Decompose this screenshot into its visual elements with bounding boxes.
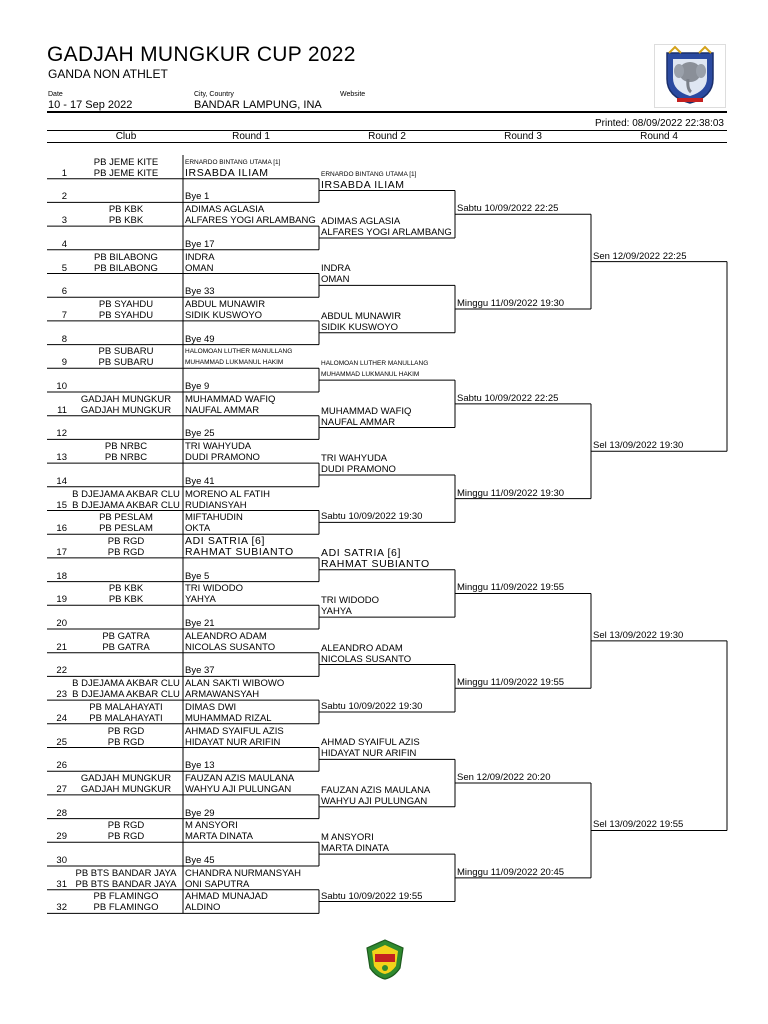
round2-player: ALFARES YOGI ARLAMBANG xyxy=(321,226,452,238)
round2-player: ADIMAS AGLASIA xyxy=(321,215,401,227)
round1-player: Bye 1 xyxy=(185,191,210,203)
round4-match-schedule: Sen 12/09/2022 22:25 xyxy=(593,250,687,262)
club-name: PB NRBC xyxy=(104,452,148,464)
draw-position-number: 3 xyxy=(61,215,67,227)
round1-player: MUHAMMAD LUKMANUL HAKIM xyxy=(185,359,284,367)
draw-position-number: 17 xyxy=(56,546,67,558)
club-name: PB FLAMINGO xyxy=(93,902,159,914)
round1-player: AHMAD MUNAJAD xyxy=(185,891,268,903)
club-name: PB RGD xyxy=(107,831,145,843)
club-name: PB RGD xyxy=(107,736,145,748)
round1-player: Bye 9 xyxy=(185,381,210,392)
round2-player: HIDAYAT NUR ARIFIN xyxy=(321,748,417,760)
page-title: GADJAH MUNGKUR CUP 2022 xyxy=(47,43,356,66)
draw-position-number: 2 xyxy=(61,191,67,203)
column-header-round-2: Round 2 xyxy=(368,131,406,142)
round1-player: OMAN xyxy=(185,262,214,274)
round1-player: Bye 41 xyxy=(185,475,215,487)
club-name: PB BILABONG xyxy=(94,262,158,274)
club-name: PB SYAHDU xyxy=(98,298,154,310)
round2-player: FAUZAN AZIS MAULANA xyxy=(321,784,431,796)
draw-position-number: 25 xyxy=(56,736,67,748)
club-name: PB BTS BANDAR JAYA xyxy=(75,867,177,879)
round1-player: ERNARDO BINTANG UTAMA [1] xyxy=(185,158,281,166)
club-name: PB BTS BANDAR JAYA xyxy=(75,878,177,890)
printed-timestamp: Printed: 08/09/2022 22:38:03 xyxy=(595,118,724,129)
round1-player: ADI SATRIA [6] xyxy=(185,535,265,547)
draw-position-number: 9 xyxy=(61,357,67,369)
club-name: B DJEJAMA AKBAR CLU xyxy=(72,678,180,690)
round2-player: ERNARDO BINTANG UTAMA [1] xyxy=(321,170,417,178)
round2-player: HALOMOAN LUTHER MANULLANG xyxy=(321,360,429,368)
club-name: PB JEME KITE xyxy=(93,167,159,179)
column-header-round-4: Round 4 xyxy=(640,131,678,142)
round1-player: ONI SAPUTRA xyxy=(185,878,250,890)
round3-match-schedule: Sen 12/09/2022 20:20 xyxy=(457,772,551,784)
draw-position-number: 22 xyxy=(56,665,67,677)
round1-player: Bye 25 xyxy=(185,428,215,440)
club-name: PB PESLAM xyxy=(99,512,153,524)
draw-position-number: 31 xyxy=(56,878,67,890)
round1-player: ALDINO xyxy=(185,902,221,914)
round2-player: YAHYA xyxy=(321,606,352,618)
club-name: PB KBK xyxy=(108,215,144,227)
club-name: GADJAH MUNGKUR xyxy=(80,783,172,795)
round1-player: M ANSYORI xyxy=(185,820,238,832)
round1-player: NICOLAS SUSANTO xyxy=(185,641,276,653)
draw-position-number: 26 xyxy=(56,760,67,772)
round1-player: Bye 33 xyxy=(185,286,215,298)
round1-player: Bye 37 xyxy=(185,665,215,677)
round2-player: NAUFAL AMMAR xyxy=(321,416,396,428)
club-name: PB SUBARU xyxy=(98,357,154,369)
round3-match-schedule: Sabtu 10/09/2022 22:25 xyxy=(457,203,559,215)
club-name: PB SYAHDU xyxy=(98,309,154,321)
draw-position-number: 19 xyxy=(56,594,67,606)
club-name: PB FLAMINGO xyxy=(93,891,159,903)
club-name: PB JEME KITE xyxy=(93,156,159,168)
round1-player: ARMAWANSYAH xyxy=(185,689,260,701)
round1-player: TRI WAHYUDA xyxy=(185,441,252,453)
club-name: B DJEJAMA AKBAR CLU xyxy=(72,689,180,701)
club-name: GADJAH MUNGKUR xyxy=(80,393,172,405)
round3-match-schedule: Minggu 11/09/2022 20:45 xyxy=(457,866,565,878)
round2-player: OMAN xyxy=(321,274,350,286)
round1-player: IRSABDA ILIAM xyxy=(185,167,269,179)
round1-player: Bye 49 xyxy=(185,333,215,345)
round2-player: INDRA xyxy=(321,263,351,275)
round2-player: AHMAD SYAIFUL AZIS xyxy=(321,737,420,749)
draw-position-number: 8 xyxy=(61,333,67,345)
club-name: PB KBK xyxy=(108,204,144,216)
club-name: PB BILABONG xyxy=(94,251,158,263)
club-name: PB GATRA xyxy=(102,630,150,642)
round1-player: Bye 5 xyxy=(185,570,210,582)
round1-player: MUHAMMAD RIZAL xyxy=(185,712,272,724)
round1-player: MARTA DINATA xyxy=(185,831,253,843)
round2-player: M ANSYORI xyxy=(321,832,374,844)
draw-position-number: 23 xyxy=(56,689,67,701)
round3-match-schedule: Minggu 11/09/2022 19:55 xyxy=(457,582,565,594)
pbsi-shield-icon xyxy=(364,938,406,980)
club-name: PB RGD xyxy=(107,725,145,737)
round3-match-schedule: Minggu 11/09/2022 19:30 xyxy=(457,298,565,310)
draw-position-number: 21 xyxy=(56,641,67,653)
club-name: GADJAH MUNGKUR xyxy=(80,404,172,416)
round2-player: MARTA DINATA xyxy=(321,843,389,855)
round1-player: ALAN SAKTI WIBOWO xyxy=(185,678,285,690)
round1-player: OKTA xyxy=(185,523,211,535)
date-value: 10 - 17 Sep 2022 xyxy=(48,99,133,111)
club-name: PB RGD xyxy=(107,820,145,832)
draw-position-number: 27 xyxy=(56,783,67,795)
city-label: City, Country xyxy=(194,91,234,98)
round1-player: YAHYA xyxy=(185,594,216,606)
draw-position-number: 18 xyxy=(56,570,67,582)
club-name: PB PESLAM xyxy=(99,523,153,535)
club-name: B DJEJAMA AKBAR CLU xyxy=(72,488,180,500)
round2-player: TRI WAHYUDA xyxy=(321,452,388,464)
round2-player: ABDUL MUNAWIR xyxy=(321,310,402,322)
draw-position-number: 32 xyxy=(56,902,67,914)
round1-player: NAUFAL AMMAR xyxy=(185,404,260,416)
round1-player: INDRA xyxy=(185,251,215,263)
round1-player: ALEANDRO ADAM xyxy=(185,630,267,642)
column-header-club: Club xyxy=(115,131,137,142)
date-label: Date xyxy=(48,91,63,98)
round1-player: WAHYU AJI PULUNGAN xyxy=(185,783,292,795)
round2-player: SIDIK KUSWOYO xyxy=(321,321,399,333)
column-header-round-1: Round 1 xyxy=(232,131,270,142)
round2-player: RAHMAT SUBIANTO xyxy=(321,558,430,570)
club-name: PB RGD xyxy=(107,535,145,547)
round2-player: ALEANDRO ADAM xyxy=(321,642,403,654)
round1-player: TRI WIDODO xyxy=(185,583,244,595)
club-name: PB RGD xyxy=(107,546,145,558)
round2-player: MUHAMMAD LUKMANUL HAKIM xyxy=(321,371,420,379)
draw-position-number: 12 xyxy=(56,428,67,440)
round1-player: MIFTAHUDIN xyxy=(185,512,243,524)
club-name: PB KBK xyxy=(108,583,144,595)
round1-player: Bye 45 xyxy=(185,855,215,866)
round1-player: HALOMOAN LUTHER MANULLANG xyxy=(185,348,293,356)
round1-player: Bye 13 xyxy=(185,760,215,772)
round1-player: RUDIANSYAH xyxy=(185,499,247,511)
round2-player: TRI WIDODO xyxy=(321,595,380,607)
round2-player: DUDI PRAMONO xyxy=(321,463,396,475)
round2-player: WAHYU AJI PULUNGAN xyxy=(321,795,428,807)
round4-match-schedule: Sel 13/09/2022 19:30 xyxy=(593,629,684,641)
round1-player: Bye 29 xyxy=(185,807,215,819)
round1-player: Bye 21 xyxy=(185,618,215,629)
column-header-round-3: Round 3 xyxy=(504,131,542,142)
draw-position-number: 20 xyxy=(56,618,67,629)
draw-position-number: 16 xyxy=(56,523,67,535)
website-label: Website xyxy=(340,91,366,98)
round1-player: AHMAD SYAIFUL AZIS xyxy=(185,725,284,737)
club-name: PB KBK xyxy=(108,594,144,606)
club-name: PB NRBC xyxy=(104,441,148,453)
club-name: PB SUBARU xyxy=(98,346,154,358)
round2-player: Sabtu 10/09/2022 19:30 xyxy=(321,700,423,712)
round3-match-schedule: Minggu 11/09/2022 19:30 xyxy=(457,487,565,499)
round3-match-schedule: Sabtu 10/09/2022 22:25 xyxy=(457,392,559,404)
city-value: BANDAR LAMPUNG, INA xyxy=(194,99,322,111)
draw-position-number: 4 xyxy=(61,238,67,250)
round3-match-schedule: Minggu 11/09/2022 19:55 xyxy=(457,677,565,689)
draw-position-number: 11 xyxy=(57,404,67,416)
draw-position-number: 5 xyxy=(61,262,67,274)
round1-player: ALFARES YOGI ARLAMBANG xyxy=(185,215,316,227)
round2-player: NICOLAS SUSANTO xyxy=(321,653,412,665)
club-name: PB MALAHAYATI xyxy=(89,712,163,724)
round1-player: DUDI PRAMONO xyxy=(185,452,260,464)
event-category: GANDA NON ATHLET xyxy=(48,67,168,81)
round2-player: IRSABDA ILIAM xyxy=(321,179,405,191)
club-name: PB MALAHAYATI xyxy=(89,701,163,713)
club-name: GADJAH MUNGKUR xyxy=(80,772,172,784)
round2-player: Sabtu 10/09/2022 19:55 xyxy=(321,890,423,902)
round1-player: ABDUL MUNAWIR xyxy=(185,298,266,310)
round2-player: Sabtu 10/09/2022 19:30 xyxy=(321,511,423,523)
draw-position-number: 13 xyxy=(56,452,67,464)
club-name: B DJEJAMA AKBAR CLU xyxy=(72,499,180,511)
round1-player: CHANDRA NURMANSYAH xyxy=(185,867,301,879)
draw-position-number: 6 xyxy=(61,286,67,298)
round4-match-schedule: Sel 13/09/2022 19:30 xyxy=(593,440,684,452)
round1-player: MUHAMMAD WAFIQ xyxy=(185,393,276,405)
round2-player: ADI SATRIA [6] xyxy=(321,547,401,559)
draw-position-number: 28 xyxy=(56,807,67,819)
draw-position-number: 30 xyxy=(56,855,67,866)
round1-player: Bye 17 xyxy=(185,238,215,250)
round1-player: SIDIK KUSWOYO xyxy=(185,309,263,321)
round1-player: ADIMAS AGLASIA xyxy=(185,204,265,216)
draw-position-number: 1 xyxy=(61,167,67,179)
round1-player: FAUZAN AZIS MAULANA xyxy=(185,772,295,784)
club-name: PB GATRA xyxy=(102,641,150,653)
draw-position-number: 14 xyxy=(56,475,67,487)
draw-position-number: 10 xyxy=(56,381,67,392)
round1-player: HIDAYAT NUR ARIFIN xyxy=(185,736,281,748)
draw-position-number: 7 xyxy=(61,309,67,321)
draw-position-number: 15 xyxy=(56,499,67,511)
draw-position-number: 24 xyxy=(56,712,67,724)
round1-player: RAHMAT SUBIANTO xyxy=(185,546,294,558)
round1-player: MORENO AL FATIH xyxy=(185,488,270,500)
draw-position-number: 29 xyxy=(56,831,67,843)
round4-match-schedule: Sel 13/09/2022 19:55 xyxy=(593,819,684,831)
round2-player: MUHAMMAD WAFIQ xyxy=(321,405,412,417)
round1-player: DIMAS DWI xyxy=(185,701,237,713)
